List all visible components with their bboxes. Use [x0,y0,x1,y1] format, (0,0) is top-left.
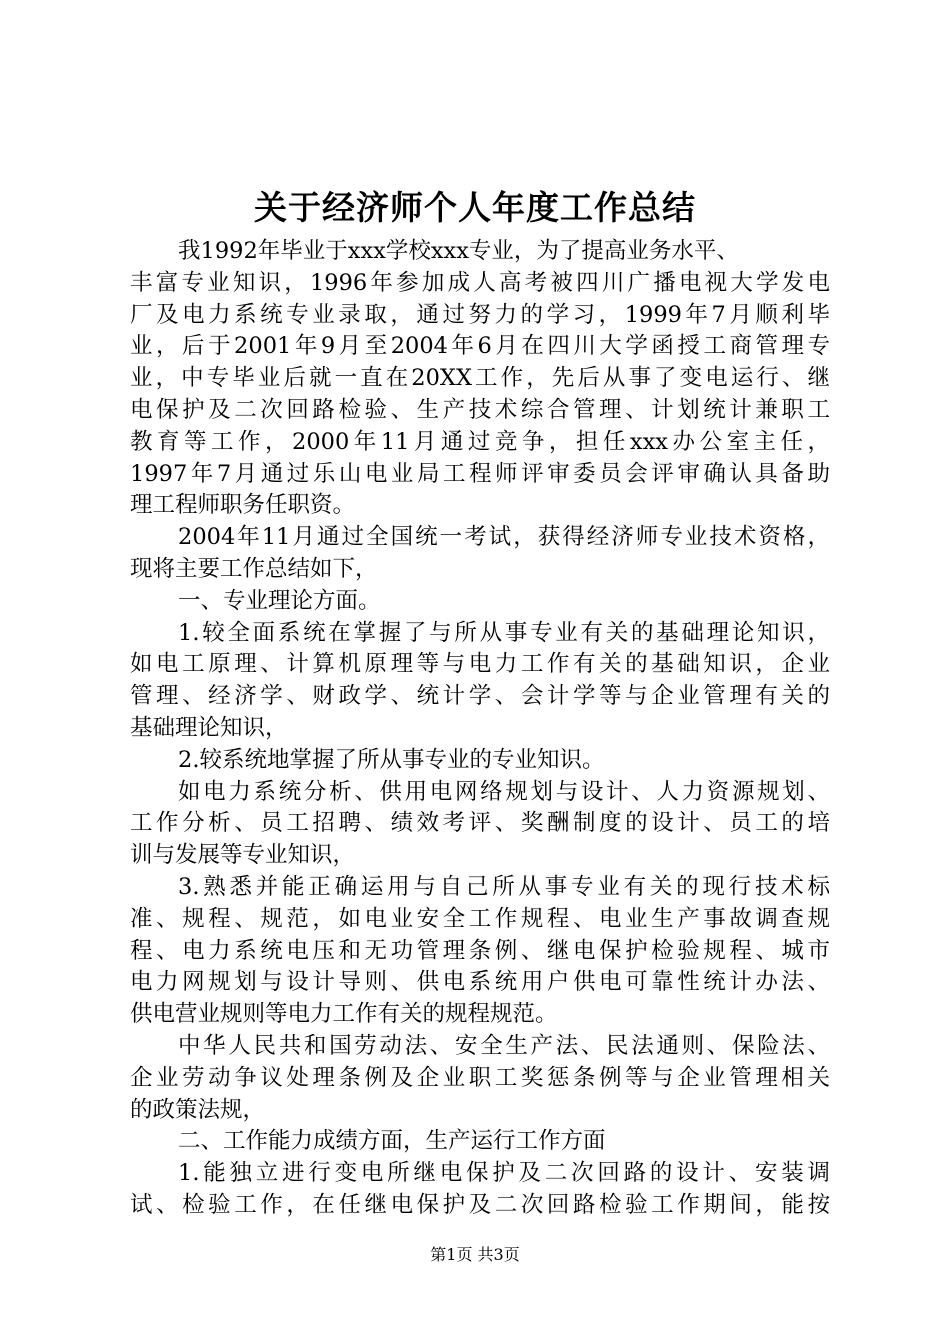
text-line: 基础理论知识， [130,714,288,741]
text-line: 教育等工作，2000年11月通过竞争，担任xxx办公室主任， [130,428,830,455]
section-heading: 一、专业理论方面。 [178,587,381,614]
section-heading: 二、工作能力成绩方面，生产运行工作方面 [178,1128,606,1155]
text-line: 1.能独立进行变电所继电保护及二次回路的设计、安装调 [178,1160,830,1187]
text-line: 训与发展等专业知识， [130,842,356,869]
text-line: 理工程师职务任职资。 [130,492,356,519]
text-line: 如电工原理、计算机原理等与电力工作有关的基础知识，企业 [130,651,830,678]
text-line: 电保护及二次回路检验、生产技术综合管理、计划统计兼职工 [130,396,830,423]
text-line: 如电力系统分析、供用电网络规划与设计、人力资源规划、 [178,778,830,805]
text-line: 丰富专业知识，1996年参加成人高考被四川广播电视大学发电 [130,269,830,296]
page-number: 第1页 共3页 [430,1245,520,1264]
text-line: 供电营业规则等电力工作有关的规程规范。 [130,1001,558,1028]
text-line: 准、规程、规范，如电业安全工作规程、电业生产事故调查规 [130,905,830,932]
text-line: 业，中专毕业后就一直在20XX工作，先后从事了变电运行、继 [130,365,830,392]
text-line: 试、检验工作，在任继电保护及二次回路检验工作期间，能按 [130,1191,830,1218]
text-line: 业，后于2001年9月至2004年6月在四川大学函授工商管理专 [130,333,830,360]
text-line: 企业劳动争议处理条例及企业职工奖惩条例等与企业管理相关 [130,1064,830,1091]
text-line: 厂及电力系统专业录取，通过努力的学习，1999年7月顺利毕 [130,301,830,328]
text-line: 3.熟悉并能正确运用与自己所从事专业有关的现行技术标 [178,873,830,900]
text-line: 我1992年毕业于xxx学校xxx专业，为了提高业务水平、 [178,238,739,264]
text-line: 1.较全面系统在掌握了与所从事专业有关的基础理论知识， [178,619,830,646]
document-body [130,236,830,1222]
text-line: 管理、经济学、财政学、统计学、会计学等与企业管理有关的 [130,683,830,710]
text-line: 2004年11月通过全国统一考试，获得经济师专业技术资格， [178,524,830,551]
text-line: 1997年7月通过乐山电业局工程师评审委员会评审确认具备助 [130,460,830,487]
text-line: 现将主要工作总结如下， [130,555,378,582]
text-line: 2.较系统地掌握了所从事专业的专业知识。 [178,746,605,773]
text-line: 电力网规划与设计导则、供电系统用户供电可靠性统计办法、 [130,969,830,996]
text-line: 工作分析、员工招聘、绩效考评、奖酬制度的设计、员工的培 [130,810,830,837]
text-line: 程、电力系统电压和无功管理条例、继电保护检验规程、城市 [130,937,830,964]
text-line: 中华人民共和国劳动法、安全生产法、民法通则、保险法、 [178,1032,830,1059]
document-title: 关于经济师个人年度工作总结 [254,188,696,227]
text-line: 的政策法规， [130,1096,266,1123]
